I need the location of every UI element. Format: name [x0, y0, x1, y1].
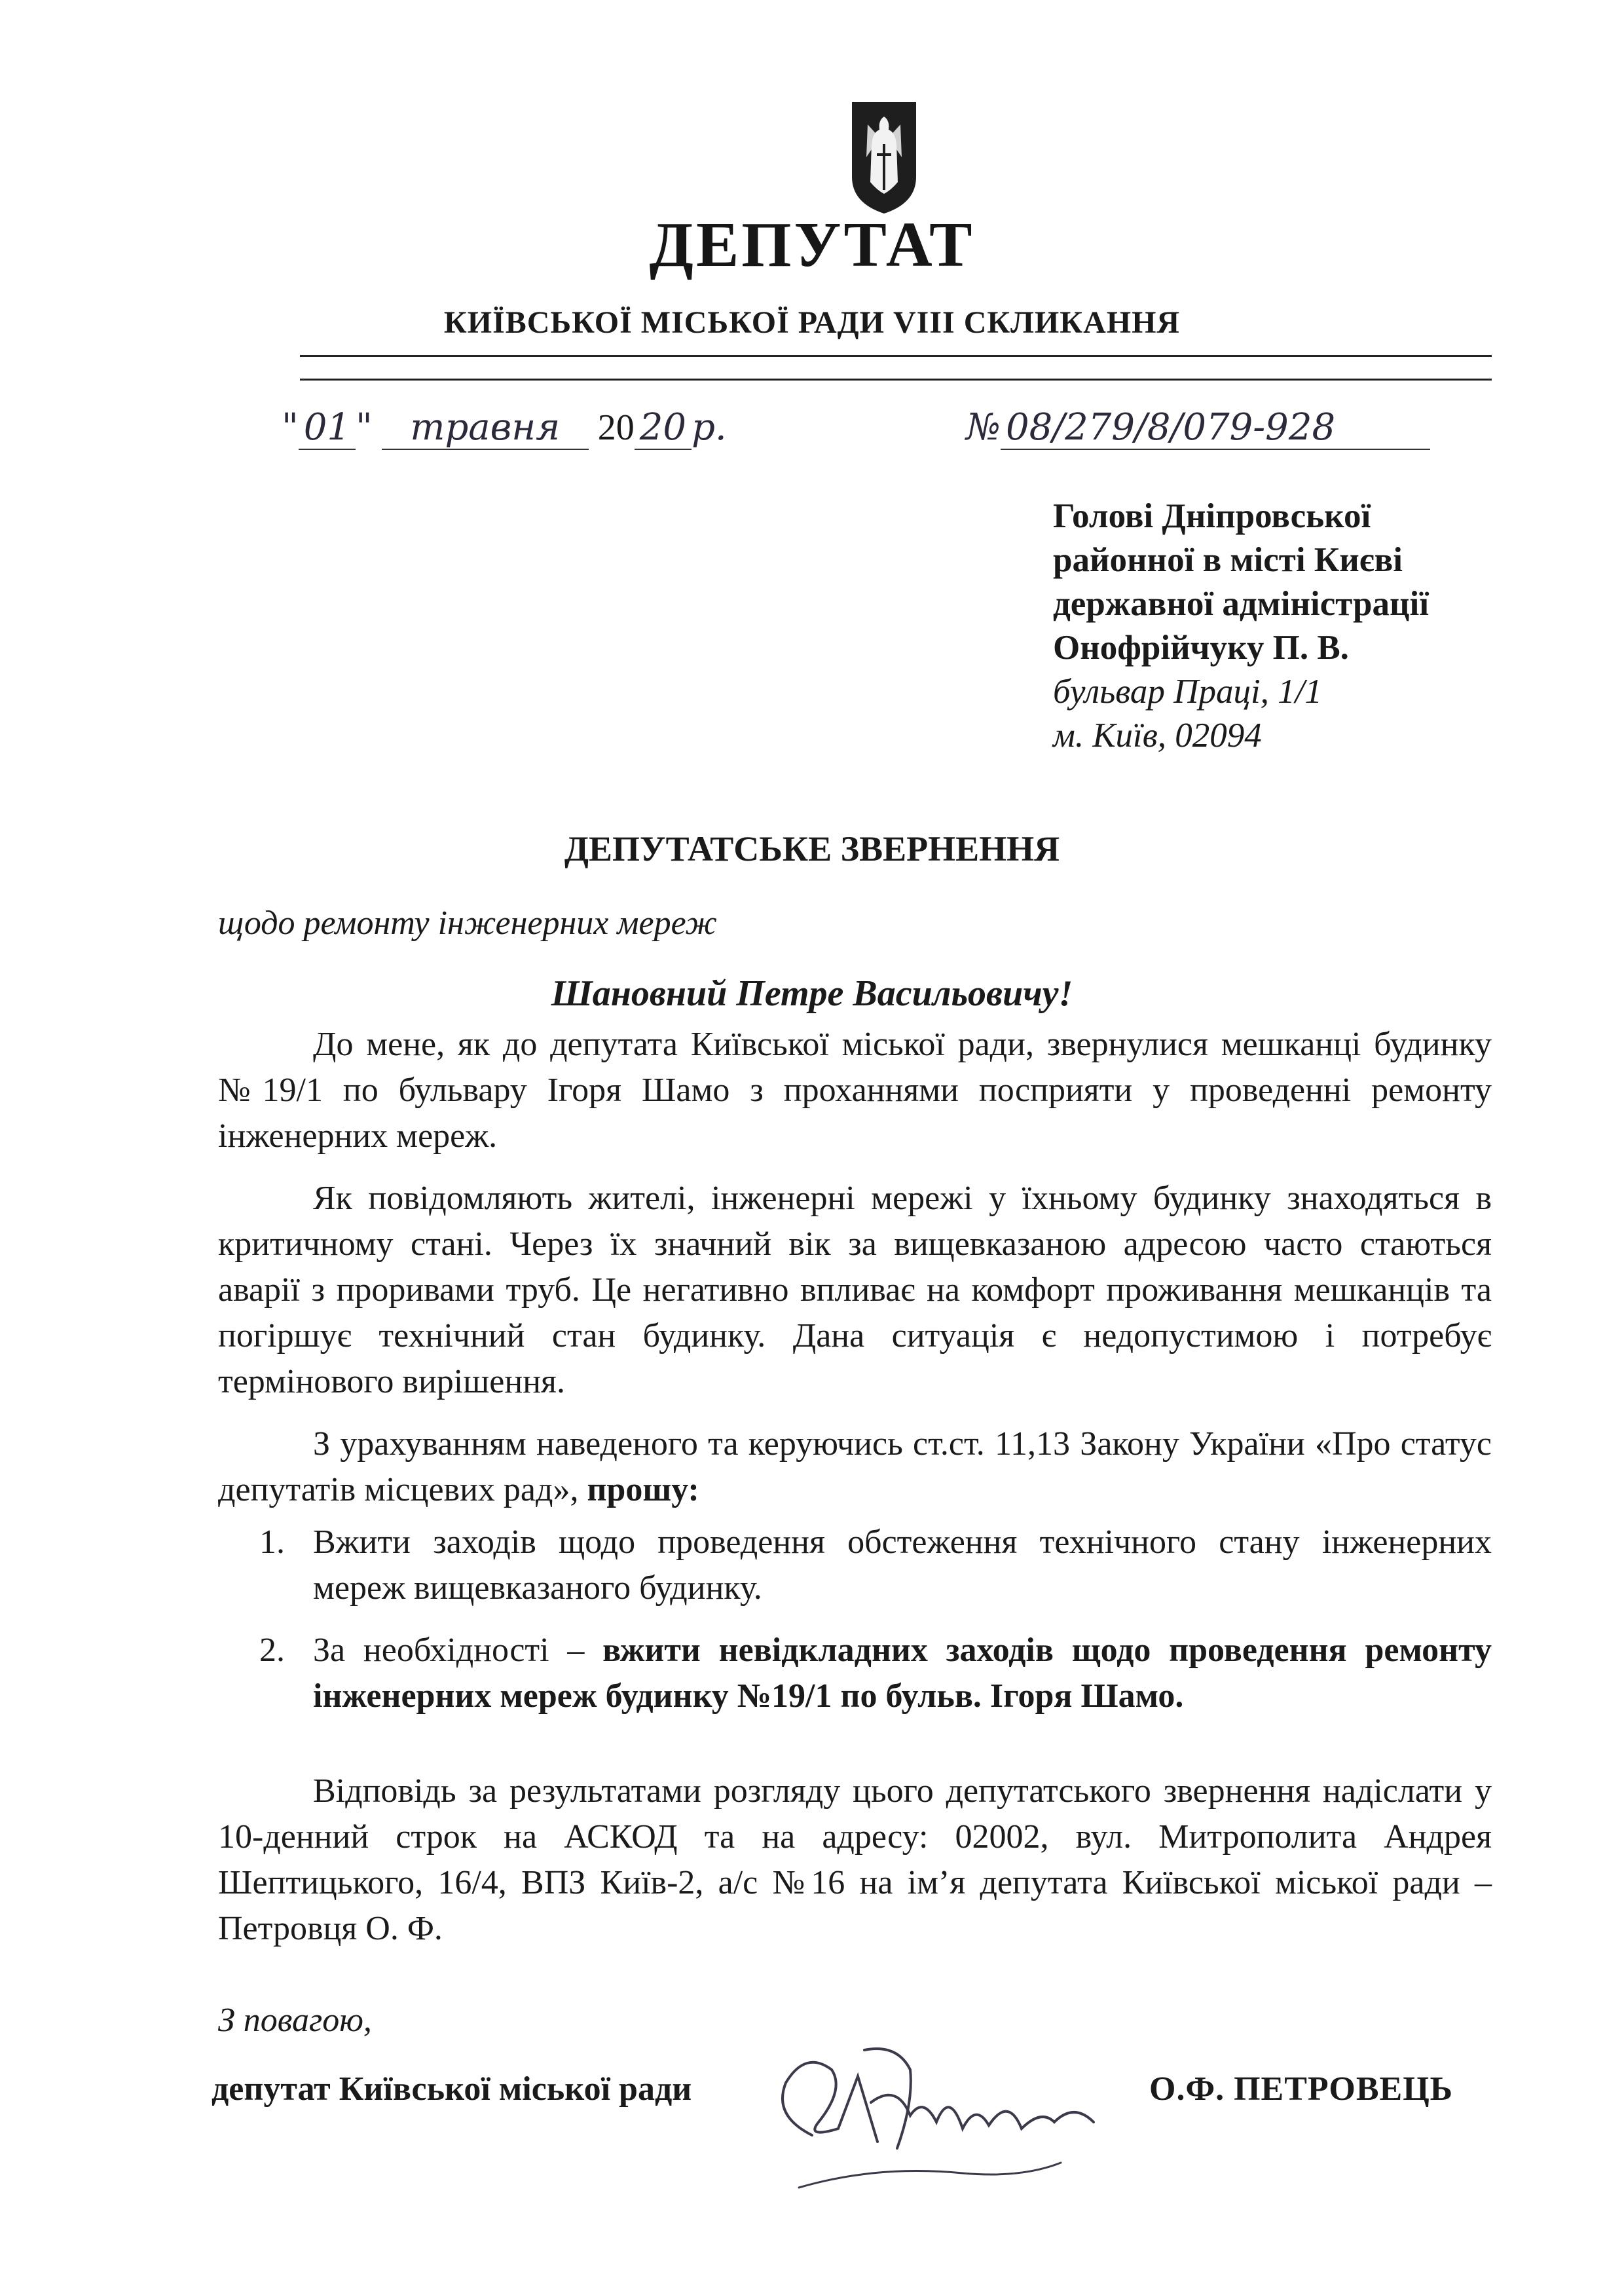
- document-title: ДЕПУТАТСЬКЕ ЗВЕРНЕННЯ: [564, 829, 1060, 868]
- addressee-line: державної адміністрації: [1053, 585, 1429, 623]
- list-item: [218, 1520, 1492, 1611]
- date-year-prefix: 20: [597, 407, 635, 448]
- signer-role: депутат Київської міської ради: [212, 2070, 692, 2108]
- date-suffix: р.: [692, 406, 727, 449]
- number-sign: №: [966, 406, 1001, 449]
- paragraph: Відповідь за результатами розгляду цього депутатського звернення надіслати у 10-денний строк на АСКОД та на адресу: 02002, вул. Митрополита Андрея Шептицького, 16/4, ВПЗ Київ-2, а/с №16 на ім’я депутата Київської міської ради – Петровця О. Ф.: [218, 1772, 1492, 1947]
- number-value: 08/279/8/079-928: [1001, 406, 1430, 450]
- list-item: [218, 1628, 1492, 1719]
- addressee-line: Голові Дніпровської: [1053, 497, 1371, 535]
- list-item-number: 1.: [259, 1523, 285, 1561]
- addressee-block: [1053, 494, 1429, 758]
- list-item-number: 2.: [259, 1632, 285, 1669]
- greeting: Шановний Петре Васильовичу!: [551, 973, 1073, 1014]
- date-month: травня: [382, 406, 589, 450]
- signer-name: О.Ф. ПЕТРОВЕЦЬ: [1149, 2070, 1454, 2108]
- document-date: [282, 406, 727, 450]
- list-item-emphasis: вжити невідкладних заходів щодо проведення ремонту інженерних мереж будинку №19/1 по бульв. Ігоря Шамо.: [313, 1632, 1492, 1715]
- list-item-text: За необхідності –: [313, 1632, 603, 1669]
- paragraph: [218, 1421, 1492, 1513]
- date-open-quote: ": [282, 406, 299, 449]
- handwritten-signature: [747, 2024, 1139, 2214]
- letterhead-rule: [300, 379, 1492, 381]
- letterhead-rule: [300, 355, 1492, 357]
- document-number: [966, 406, 1430, 450]
- paragraph: Як повідомляють жителі, інженерні мережі у їхньому будинку знаходяться в критичному стані. Через їх значний вік за вищевказаною адресою часто стаються аварії з проривами труб. Це негативно впливає на комфорт проживання мешканців та погіршує технічний стан будинку. Дана ситуація є недопустимою і потребує термінового вирішення.: [218, 1180, 1492, 1400]
- letterhead-subtitle: КИЇВСЬКОЇ МІСЬКОЇ РАДИ VIII СКЛИКАННЯ: [443, 305, 1181, 340]
- letterhead-title: ДЕПУТАТ: [649, 210, 975, 280]
- closing-phrase: З повагою,: [218, 2002, 372, 2039]
- date-day: 01: [299, 406, 356, 450]
- body-text: [218, 1022, 1492, 1513]
- list-item-text: Вжити заходів щодо проведення обстеження технічного стану інженерних мереж вищевказаного будинку.: [313, 1523, 1492, 1607]
- request-list: [218, 1520, 1492, 1719]
- paragraph: До мене, як до депутата Київської міської ради, звернулися мешканці будинку №19/1 по бульвару Ігоря Шамо з проханнями посприяти у проведенні ремонту інженерних мереж.: [218, 1026, 1492, 1155]
- date-close-quote: ": [356, 406, 373, 449]
- response-request: [218, 1768, 1492, 1952]
- document-subject: щодо ремонту інженерних мереж: [218, 905, 717, 942]
- addressee-city: м. Київ, 02094: [1053, 717, 1262, 755]
- paragraph-emphasis: прошу:: [587, 1471, 699, 1508]
- coat-of-arms-icon: [848, 98, 920, 216]
- paragraph-text: З урахуванням наведеного та керуючись ст.ст. 11,13 Закону України «Про статус депутатів місцевих рад»,: [218, 1425, 1492, 1508]
- date-year-suffix: 20: [635, 406, 692, 450]
- addressee-street: бульвар Праці, 1/1: [1053, 673, 1322, 711]
- addressee-line: районної в місті Києві: [1053, 541, 1403, 579]
- addressee-name: Онофрійчуку П. В.: [1053, 629, 1349, 667]
